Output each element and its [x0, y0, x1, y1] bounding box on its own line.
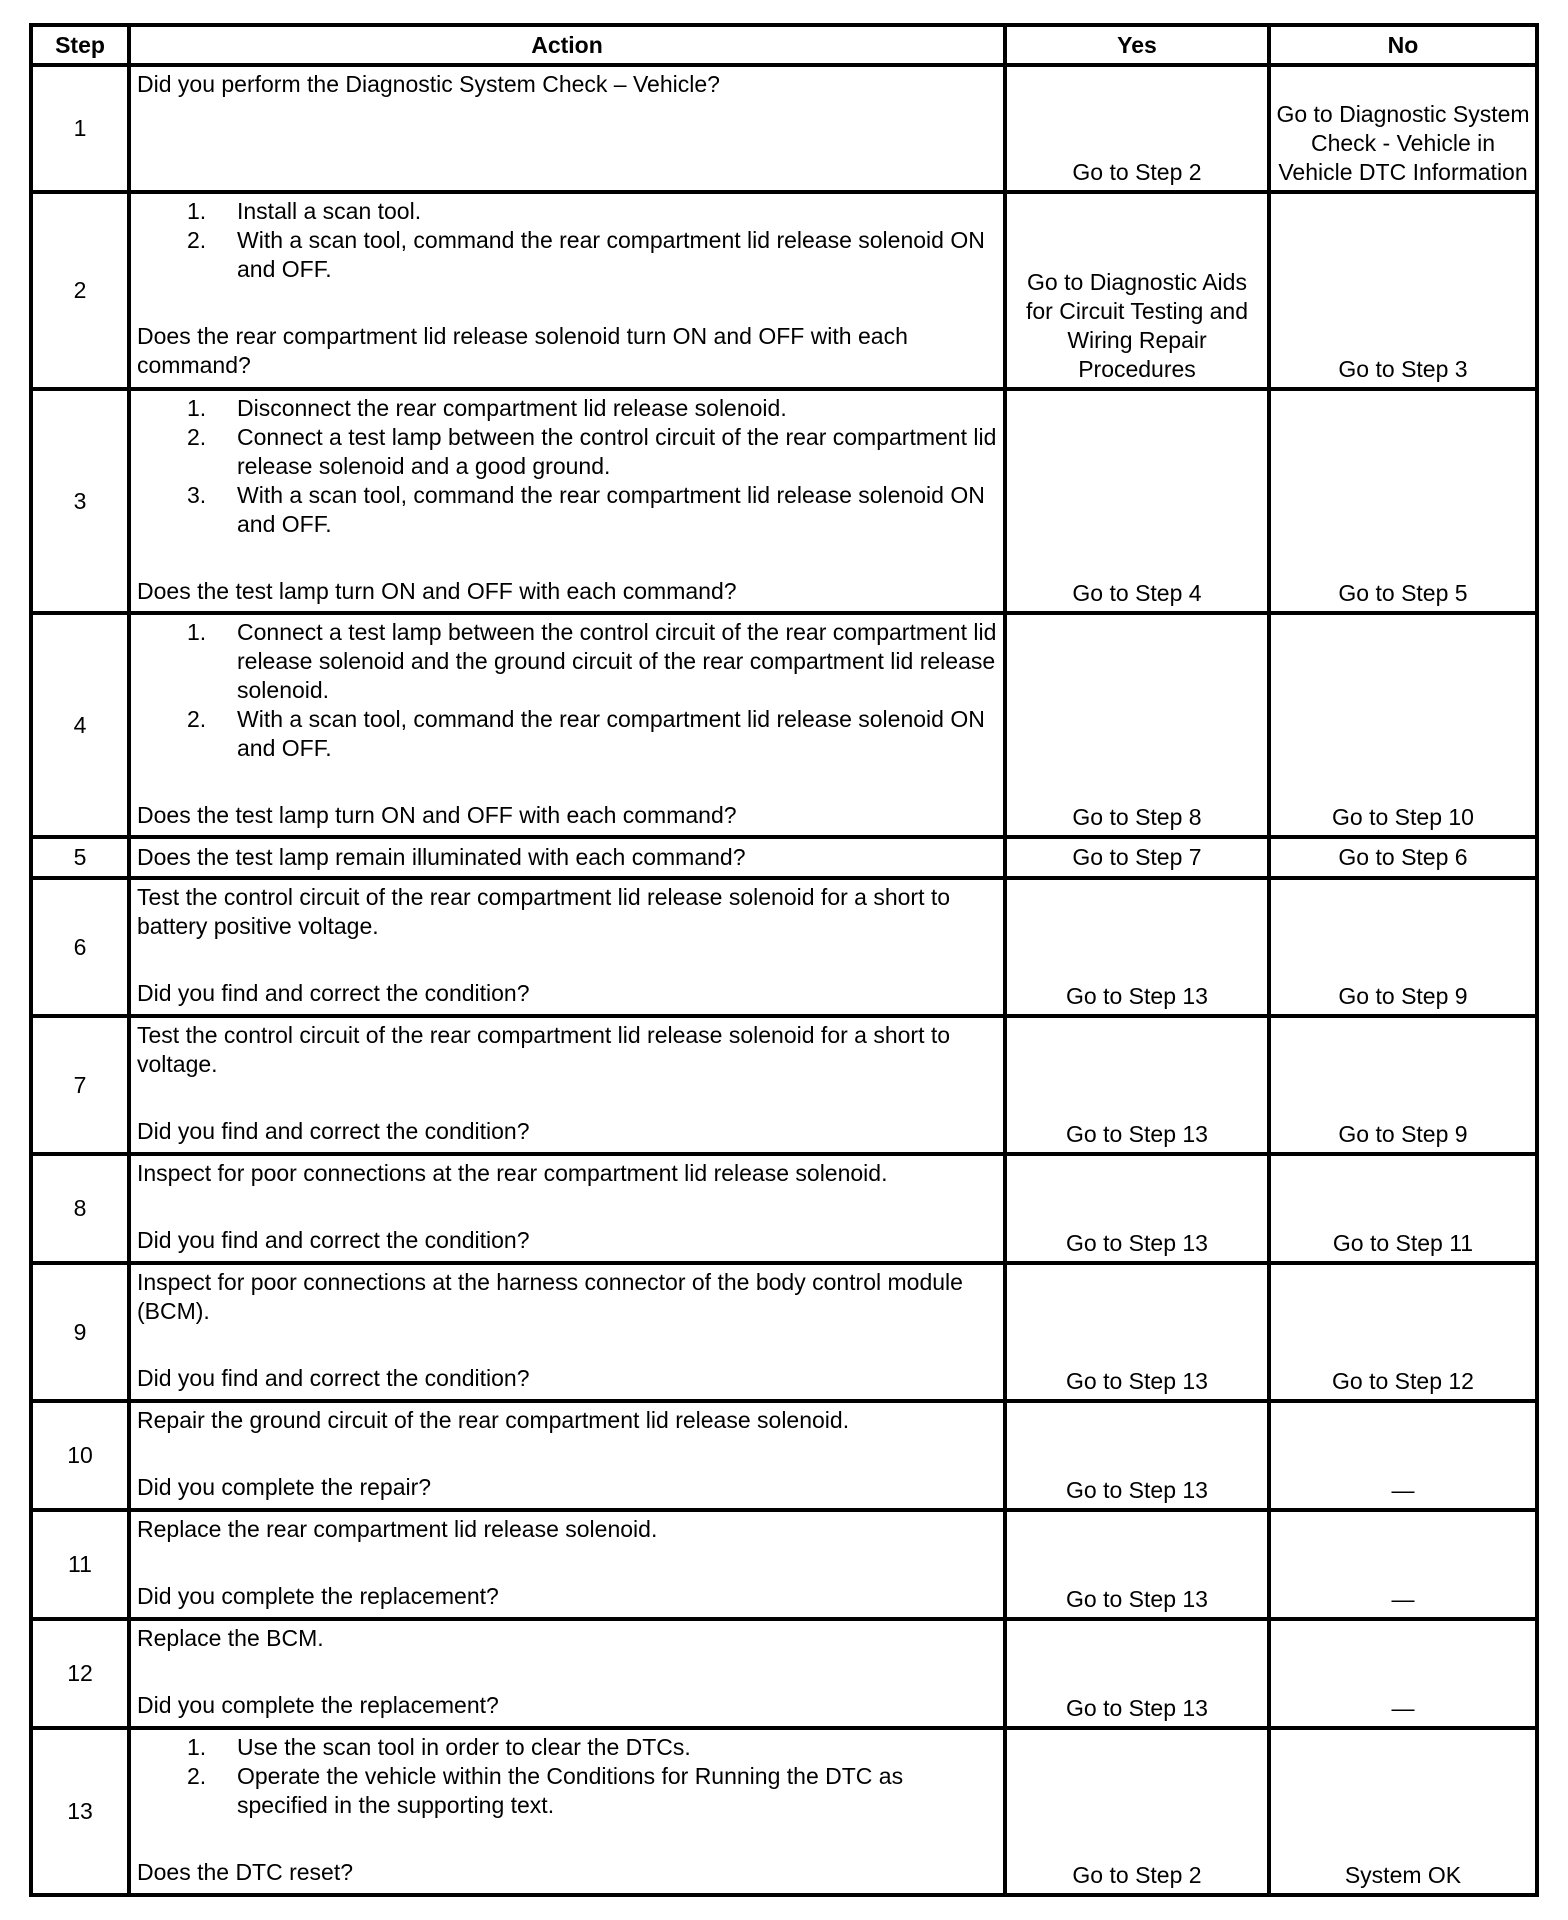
list-item: 1. Connect a test lamp between the control circuit of the rear compartment lid release solenoid and the ground circuit of the rear compartment lid release solenoid. [187, 619, 997, 703]
table-row [31, 192, 1537, 389]
diagnostic-table [29, 23, 1539, 1897]
step-number: 1 [31, 65, 129, 192]
no-cell: Go to Step 3 [1269, 192, 1537, 389]
action-instruction: Replace the rear compartment lid release solenoid. [137, 1516, 658, 1542]
list-item: 1. Use the scan tool in order to clear the DTCs. [187, 1734, 691, 1760]
list-item: 3. With a scan tool, command the rear compartment lid release solenoid ON and OFF. [187, 482, 985, 537]
step-number: 12 [31, 1619, 129, 1728]
step-number: 3 [31, 389, 129, 613]
table-row [31, 1728, 1537, 1895]
header-yes: Yes [1005, 25, 1269, 65]
action-question: Did you complete the replacement? [137, 1583, 499, 1609]
table-row [31, 1619, 1537, 1728]
action-cell [129, 1154, 1005, 1263]
action-cell [129, 837, 1005, 878]
action-cell [129, 1728, 1005, 1895]
no-cell: Go to Step 12 [1269, 1263, 1537, 1401]
no-cell: Go to Step 6 [1269, 837, 1537, 878]
action-instruction: Inspect for poor connections at the harness connector of the body control module (BCM). [137, 1269, 963, 1324]
action-cell [129, 192, 1005, 389]
action-cell [129, 65, 1005, 192]
yes-cell: Go to Step 13 [1005, 1401, 1269, 1510]
action-steps-list [137, 1733, 997, 1820]
action-cell [129, 613, 1005, 837]
header-no: No [1269, 25, 1537, 65]
yes-cell: Go to Step 13 [1005, 1619, 1269, 1728]
no-cell: — [1269, 1619, 1537, 1728]
yes-cell: Go to Step 13 [1005, 1016, 1269, 1154]
no-cell: Go to Step 11 [1269, 1154, 1537, 1263]
table-row [31, 837, 1537, 878]
header-step: Step [31, 25, 129, 65]
action-question: Does the rear compartment lid release solenoid turn ON and OFF with each command? [137, 323, 908, 378]
yes-cell: Go to Diagnostic Aids for Circuit Testing and Wiring Repair Procedures [1005, 192, 1269, 389]
step-number: 11 [31, 1510, 129, 1619]
step-number: 9 [31, 1263, 129, 1401]
no-cell: System OK [1269, 1728, 1537, 1895]
action-instruction: Inspect for poor connections at the rear compartment lid release solenoid. [137, 1160, 888, 1186]
yes-cell: Go to Step 13 [1005, 1263, 1269, 1401]
no-cell: Go to Step 5 [1269, 389, 1537, 613]
action-cell [129, 1401, 1005, 1510]
action-instruction: Replace the BCM. [137, 1625, 324, 1651]
step-number: 10 [31, 1401, 129, 1510]
yes-cell: Go to Step 4 [1005, 389, 1269, 613]
action-cell [129, 1510, 1005, 1619]
action-cell [129, 1619, 1005, 1728]
table-row [31, 1154, 1537, 1263]
action-steps-list [137, 197, 997, 284]
step-number: 13 [31, 1728, 129, 1895]
no-cell: Go to Diagnostic System Check - Vehicle in Vehicle DTC Information [1269, 65, 1537, 192]
table-row [31, 1510, 1537, 1619]
step-number: 4 [31, 613, 129, 837]
list-item: 2. With a scan tool, command the rear compartment lid release solenoid ON and OFF. [187, 227, 985, 282]
list-item: 1. Install a scan tool. [187, 198, 422, 224]
table-body [31, 65, 1537, 1895]
action-question: Did you perform the Diagnostic System Check – Vehicle? [137, 71, 720, 97]
table-row [31, 1016, 1537, 1154]
action-question: Does the DTC reset? [137, 1859, 354, 1885]
action-instruction: Test the control circuit of the rear compartment lid release solenoid for a short to voltage. [137, 1022, 951, 1077]
action-question: Did you complete the repair? [137, 1474, 432, 1500]
action-instruction: Repair the ground circuit of the rear compartment lid release solenoid. [137, 1407, 850, 1433]
yes-cell: Go to Step 13 [1005, 1154, 1269, 1263]
list-item: 1. Disconnect the rear compartment lid release solenoid. [187, 395, 787, 421]
yes-cell: Go to Step 2 [1005, 1728, 1269, 1895]
action-question: Did you complete the replacement? [137, 1692, 499, 1718]
table-row [31, 1401, 1537, 1510]
table-row [31, 65, 1537, 192]
step-number: 7 [31, 1016, 129, 1154]
action-steps-list [137, 394, 997, 539]
table-row [31, 389, 1537, 613]
table-row [31, 1263, 1537, 1401]
step-number: 2 [31, 192, 129, 389]
yes-cell: Go to Step 8 [1005, 613, 1269, 837]
no-cell: Go to Step 10 [1269, 613, 1537, 837]
action-cell [129, 1016, 1005, 1154]
no-cell: Go to Step 9 [1269, 1016, 1537, 1154]
diagnostic-table-container [29, 23, 1535, 1897]
yes-cell: Go to Step 13 [1005, 1510, 1269, 1619]
table-row [31, 613, 1537, 837]
action-question: Did you find and correct the condition? [137, 980, 530, 1006]
list-item: 2. Operate the vehicle within the Conditions for Running the DTC as specified in the supporting text. [187, 1763, 904, 1818]
action-instruction: Test the control circuit of the rear compartment lid release solenoid for a short to battery positive voltage. [137, 884, 951, 939]
step-number: 6 [31, 878, 129, 1016]
no-cell: — [1269, 1401, 1537, 1510]
yes-cell: Go to Step 13 [1005, 878, 1269, 1016]
header-row [31, 25, 1537, 65]
action-question: Does the test lamp remain illuminated with each command? [137, 844, 746, 870]
list-item: 2. With a scan tool, command the rear compartment lid release solenoid ON and OFF. [187, 706, 985, 761]
action-cell [129, 878, 1005, 1016]
action-question: Did you find and correct the condition? [137, 1118, 530, 1144]
action-cell [129, 1263, 1005, 1401]
action-question: Does the test lamp turn ON and OFF with each command? [137, 802, 737, 828]
list-item: 2. Connect a test lamp between the control circuit of the rear compartment lid release solenoid and a good ground. [187, 424, 997, 479]
step-number: 5 [31, 837, 129, 878]
no-cell: — [1269, 1510, 1537, 1619]
action-question: Did you find and correct the condition? [137, 1227, 530, 1253]
step-number: 8 [31, 1154, 129, 1263]
yes-cell: Go to Step 2 [1005, 65, 1269, 192]
header-action: Action [129, 25, 1005, 65]
action-cell [129, 389, 1005, 613]
no-cell: Go to Step 9 [1269, 878, 1537, 1016]
action-question: Did you find and correct the condition? [137, 1365, 530, 1391]
table-row [31, 878, 1537, 1016]
action-steps-list [137, 618, 997, 763]
action-question: Does the test lamp turn ON and OFF with each command? [137, 578, 737, 604]
yes-cell: Go to Step 7 [1005, 837, 1269, 878]
